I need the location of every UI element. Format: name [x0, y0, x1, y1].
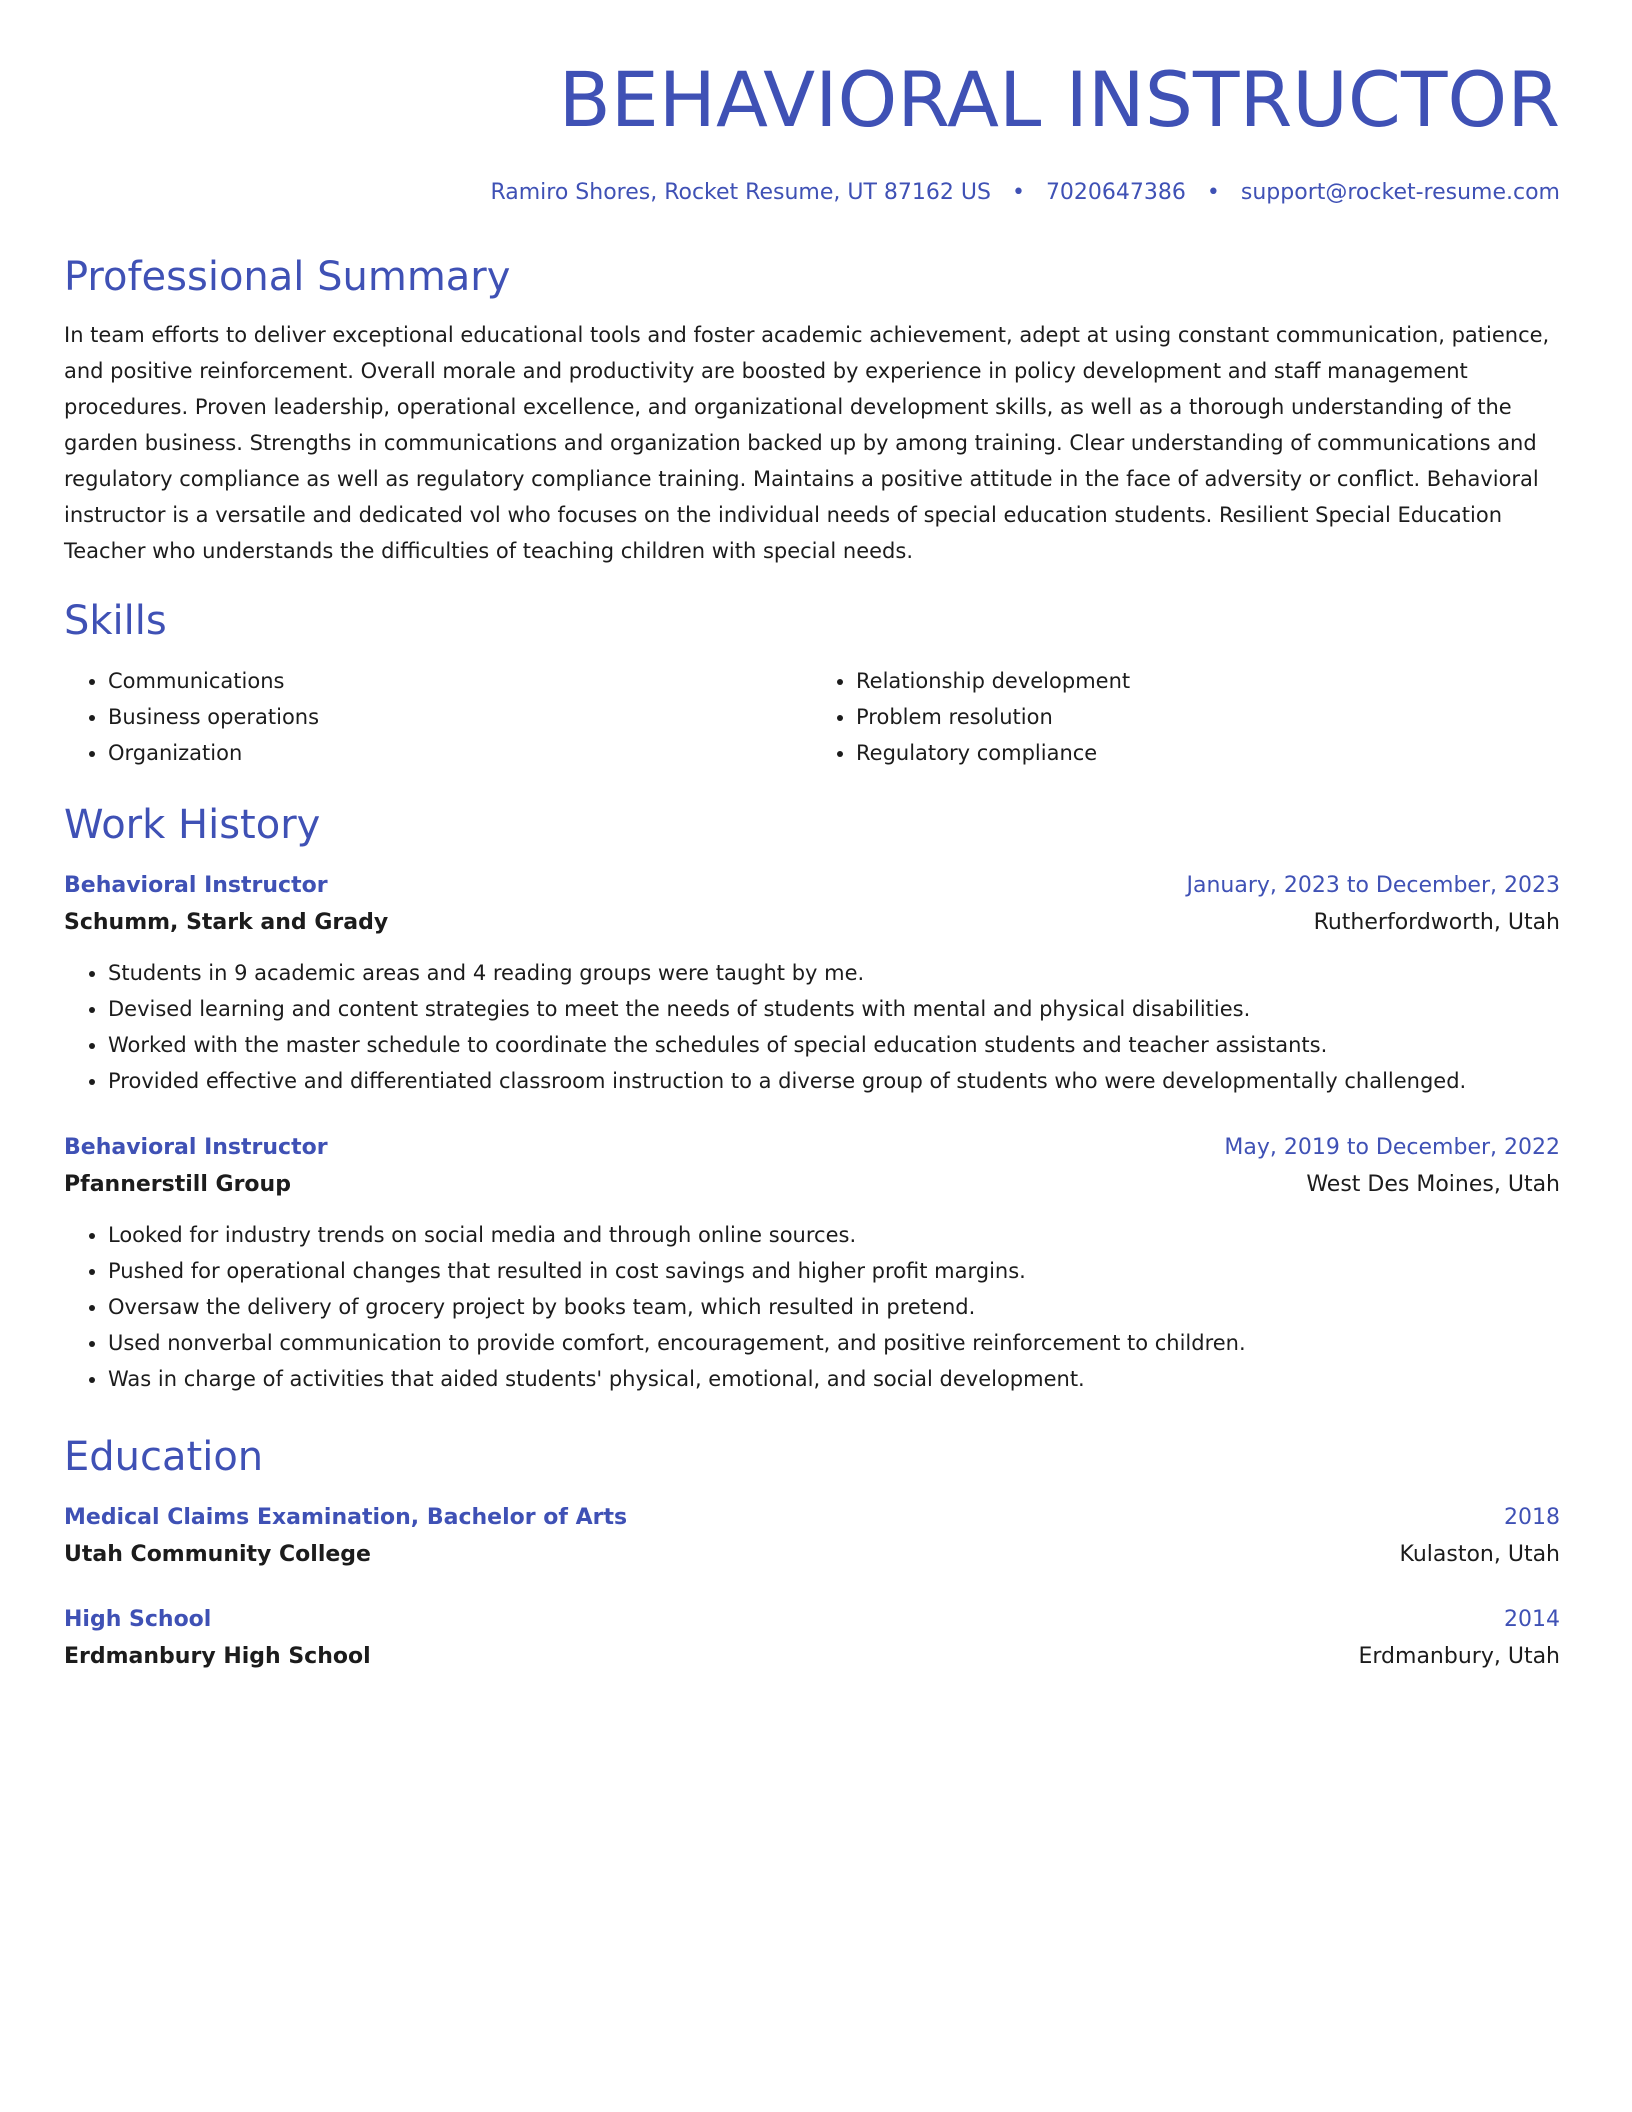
- education-entry: [64, 1607, 1560, 1669]
- job-bullet: • Worked with the master schedule to coordinate the schedules of special education students and teacher assistants.: [108, 1027, 1560, 1063]
- skills-list: [64, 663, 1560, 771]
- skill-item: • Regulatory compliance: [856, 735, 1560, 771]
- education-school: Utah Community College: [64, 1542, 371, 1567]
- education-location: Kulaston, Utah: [1399, 1542, 1560, 1567]
- work-history-heading: Work History: [64, 802, 321, 848]
- skill-item: • Business operations: [108, 699, 812, 735]
- job-entry: [64, 873, 1560, 1099]
- job-bullet: • Provided effective and differentiated classroom instruction to a diverse group of students who were developmentally challenged.: [108, 1063, 1560, 1099]
- contact-line: [64, 180, 1560, 205]
- job-location: West Des Moines, Utah: [1306, 1172, 1560, 1197]
- resume-page: [64, 0, 1560, 1669]
- job-company: Pfannerstill Group: [64, 1172, 291, 1197]
- education-entry: [64, 1505, 1560, 1567]
- education-degree: High School: [64, 1607, 212, 1632]
- job-title: Behavioral Instructor: [64, 873, 328, 898]
- education-location: Erdmanbury, Utah: [1358, 1644, 1560, 1669]
- contact-separator: •: [1206, 180, 1220, 205]
- education-school: Erdmanbury High School: [64, 1644, 371, 1669]
- job-dates: January, 2023 to December, 2023: [1186, 873, 1560, 898]
- contact-email: support@rocket-resume.com: [1240, 180, 1560, 205]
- job-bullet: • Students in 9 academic areas and 4 reading groups were taught by me.: [108, 955, 1560, 991]
- contact-phone: 7020647386: [1045, 180, 1186, 205]
- skill-item: • Organization: [108, 735, 812, 771]
- skills-heading: Skills: [64, 598, 167, 644]
- job-entry: [64, 1135, 1560, 1397]
- contact-address: Ramiro Shores, Rocket Resume, UT 87162 US: [490, 180, 991, 205]
- job-bullets: [64, 955, 1560, 1099]
- job-title: Behavioral Instructor: [64, 1135, 328, 1160]
- skills-column-right: [812, 663, 1560, 771]
- summary-heading: Professional Summary: [64, 254, 511, 300]
- job-location: Rutherfordworth, Utah: [1313, 910, 1560, 935]
- contact-separator: •: [1011, 180, 1025, 205]
- education-heading: Education: [64, 1434, 264, 1480]
- job-bullets: [64, 1217, 1560, 1397]
- resume-name: BEHAVIORAL INSTRUCTOR: [558, 55, 1560, 144]
- job-company: Schumm, Stark and Grady: [64, 910, 389, 935]
- job-bullet: • Was in charge of activities that aided students' physical, emotional, and social development.: [108, 1361, 1560, 1397]
- skill-item: • Communications: [108, 663, 812, 699]
- skill-item: • Relationship development: [856, 663, 1560, 699]
- job-bullet: • Used nonverbal communication to provide comfort, encouragement, and positive reinforcement to children.: [108, 1325, 1560, 1361]
- skill-item: • Problem resolution: [856, 699, 1560, 735]
- education-year: 2018: [1504, 1505, 1560, 1530]
- job-bullet: • Devised learning and content strategies to meet the needs of students with mental and physical disabilities.: [108, 991, 1560, 1027]
- job-bullet: • Oversaw the delivery of grocery project by books team, which resulted in pretend.: [108, 1289, 1560, 1325]
- job-bullet: • Looked for industry trends on social media and through online sources.: [108, 1217, 1560, 1253]
- education-degree: Medical Claims Examination, Bachelor of Arts: [64, 1505, 628, 1530]
- skills-column-left: [64, 663, 812, 771]
- job-bullet: • Pushed for operational changes that resulted in cost savings and higher profit margins.: [108, 1253, 1560, 1289]
- education-year: 2014: [1504, 1607, 1560, 1632]
- job-dates: May, 2019 to December, 2022: [1224, 1135, 1560, 1160]
- summary-text: In team efforts to deliver exceptional educational tools and foster academic achievement, adept at using constant communication, patience, and positive reinforcement. Overall morale and productivity are boosted by experience in policy development and staff management procedures. Proven leadership, operational excellence, and organizational development skills, as well as a thorough understanding of the garden business. Strengths in communications and organization backed up by among training. Clear understanding of communications and regulatory compliance as well as regulatory compliance training. Maintains a positive attitude in the face of adversity or conflict. Behavioral instructor is a versatile and dedicated vol who focuses on the individual needs of special education students. Resilient Special Education Teacher who understands the difficulties of teaching children with special needs.: [64, 323, 1550, 563]
